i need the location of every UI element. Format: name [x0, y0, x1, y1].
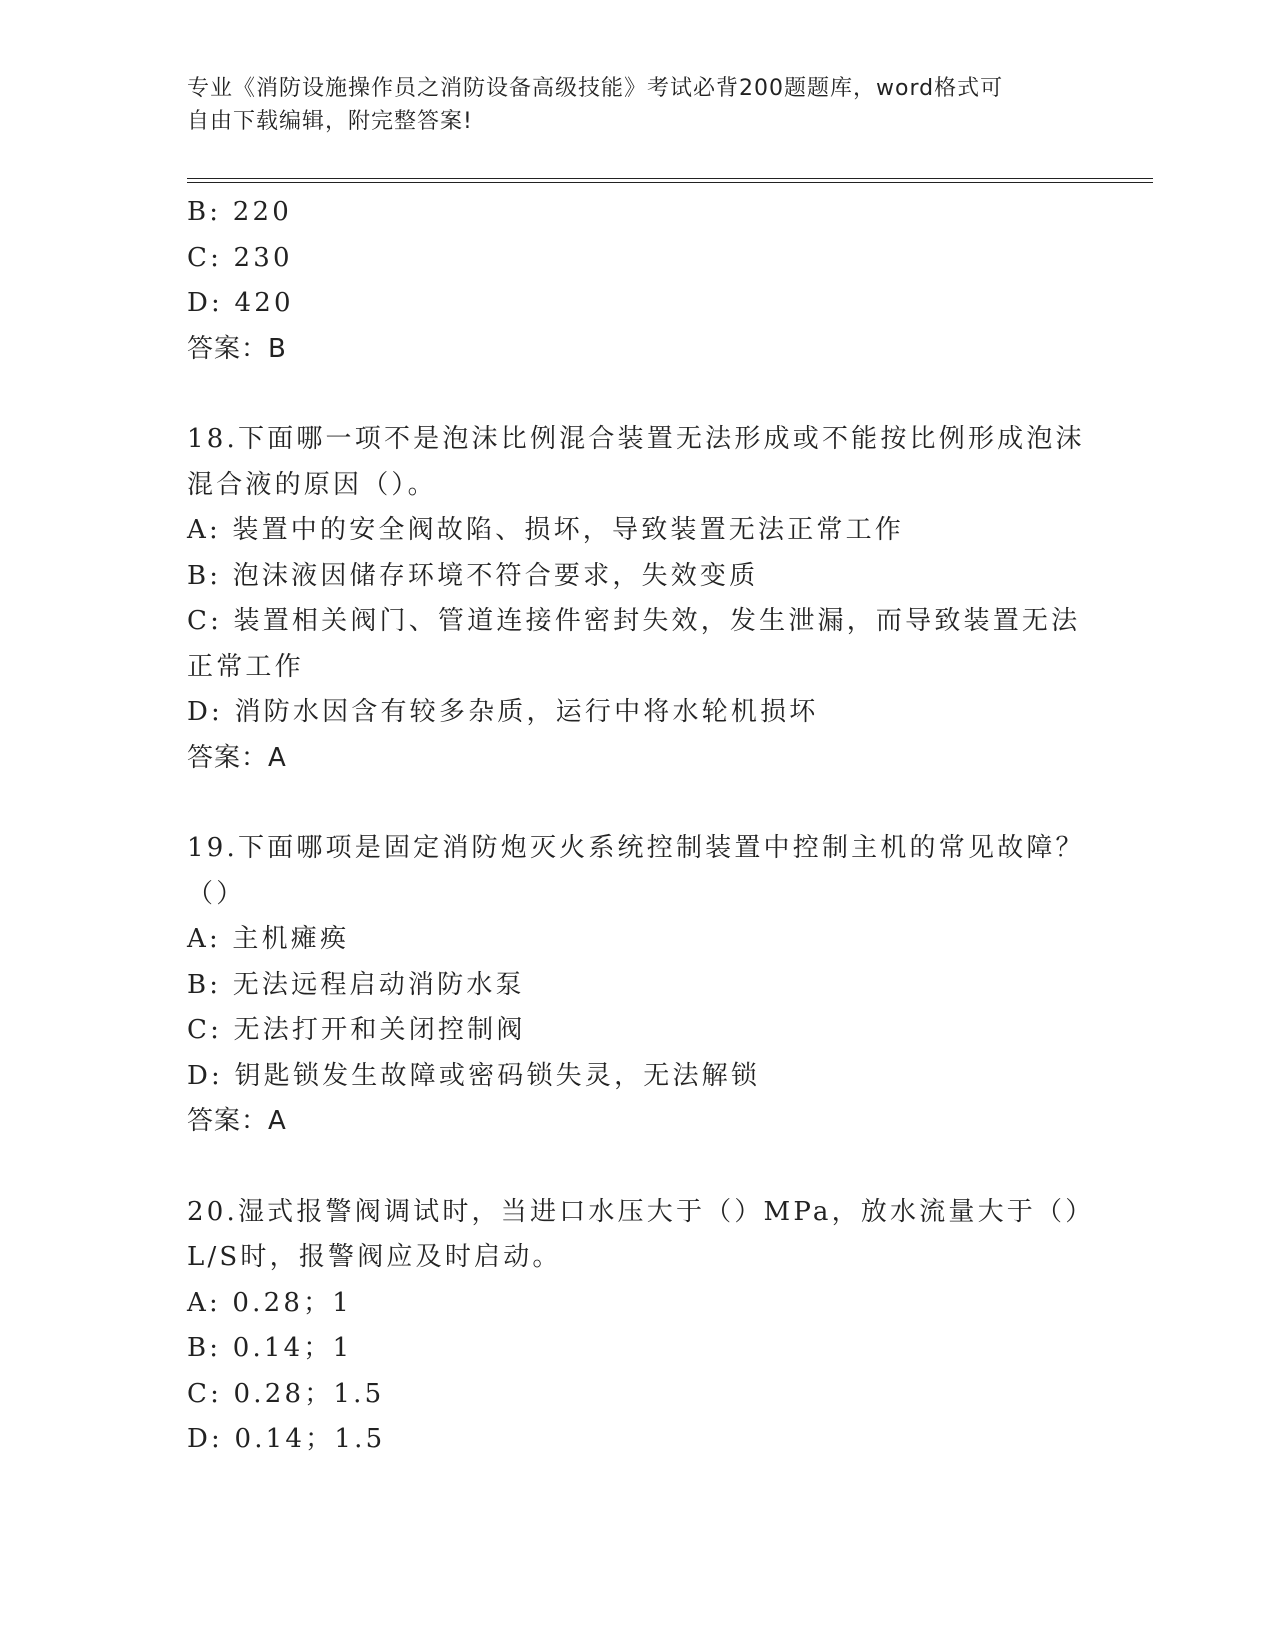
option-line: C: 无法打开和关闭控制阀: [187, 1015, 526, 1045]
answer-line: 答案：A: [187, 1106, 287, 1136]
document-header: [187, 72, 1087, 138]
option-line: C: 230: [187, 242, 293, 273]
option-line: D: 420: [187, 288, 294, 318]
header-line-2: 自由下载编辑，附完整答案!: [187, 109, 473, 134]
answer-line: 答案：B: [187, 333, 287, 364]
question-stem-line: 20.湿式报警阀调试时，当进口水压大于（）MPa，放水流量大于（）: [187, 1196, 1095, 1227]
option-line: D: 0.14；1.5: [187, 1424, 386, 1454]
option-line: D: 钥匙锁发生故障或密码锁失灵，无法解锁: [187, 1060, 761, 1091]
header-divider: [187, 178, 1153, 183]
spacer: [187, 1145, 1087, 1190]
answer-line: 答案：A: [187, 742, 287, 773]
option-line: B: 泡沫液因储存环境不符合要求，失效变质: [187, 560, 759, 591]
question-block: [187, 826, 1087, 1145]
question-stem-line: （）: [187, 878, 246, 909]
question-block: [187, 417, 1087, 781]
question-block: [187, 1190, 1095, 1463]
question-stem-line: 18.下面哪一项不是泡沫比例混合装置无法形成或不能按比例形成泡沫: [187, 424, 1085, 454]
question-stem-line: 混合液的原因（）。: [187, 469, 437, 500]
option-line: C: 0.28；1.5: [187, 1378, 385, 1409]
option-line: A: 0.28；1: [187, 1287, 353, 1318]
option-line: A: 主机瘫痪: [187, 924, 350, 954]
option-line: 正常工作: [187, 651, 304, 682]
question-stem-line: 19.下面哪项是固定消防炮灭火系统控制装置中控制主机的常见故障？: [187, 833, 1085, 863]
spacer: [187, 781, 1087, 826]
spacer: [187, 372, 1087, 417]
option-line: C: 装置相关阀门、管道连接件密封失效，发生泄漏，而导致装置无法: [187, 606, 1081, 636]
option-line: D: 消防水因含有较多杂质，运行中将水轮机损坏: [187, 697, 819, 727]
document-content: [187, 190, 1095, 1463]
option-line: A: 装置中的安全阀故陷、损坏，导致装置无法正常工作: [187, 515, 905, 545]
question-stem-line: L/S时，报警阀应及时启动。: [187, 1242, 562, 1272]
option-line: B: 无法远程启动消防水泵: [187, 969, 525, 1000]
header-line-1: 专业《消防设施操作员之消防设备高级技能》考试必背200题题库，word格式可: [187, 76, 1004, 101]
option-line: B: 0.14；1: [187, 1333, 353, 1363]
option-line: B: 220: [187, 197, 292, 227]
